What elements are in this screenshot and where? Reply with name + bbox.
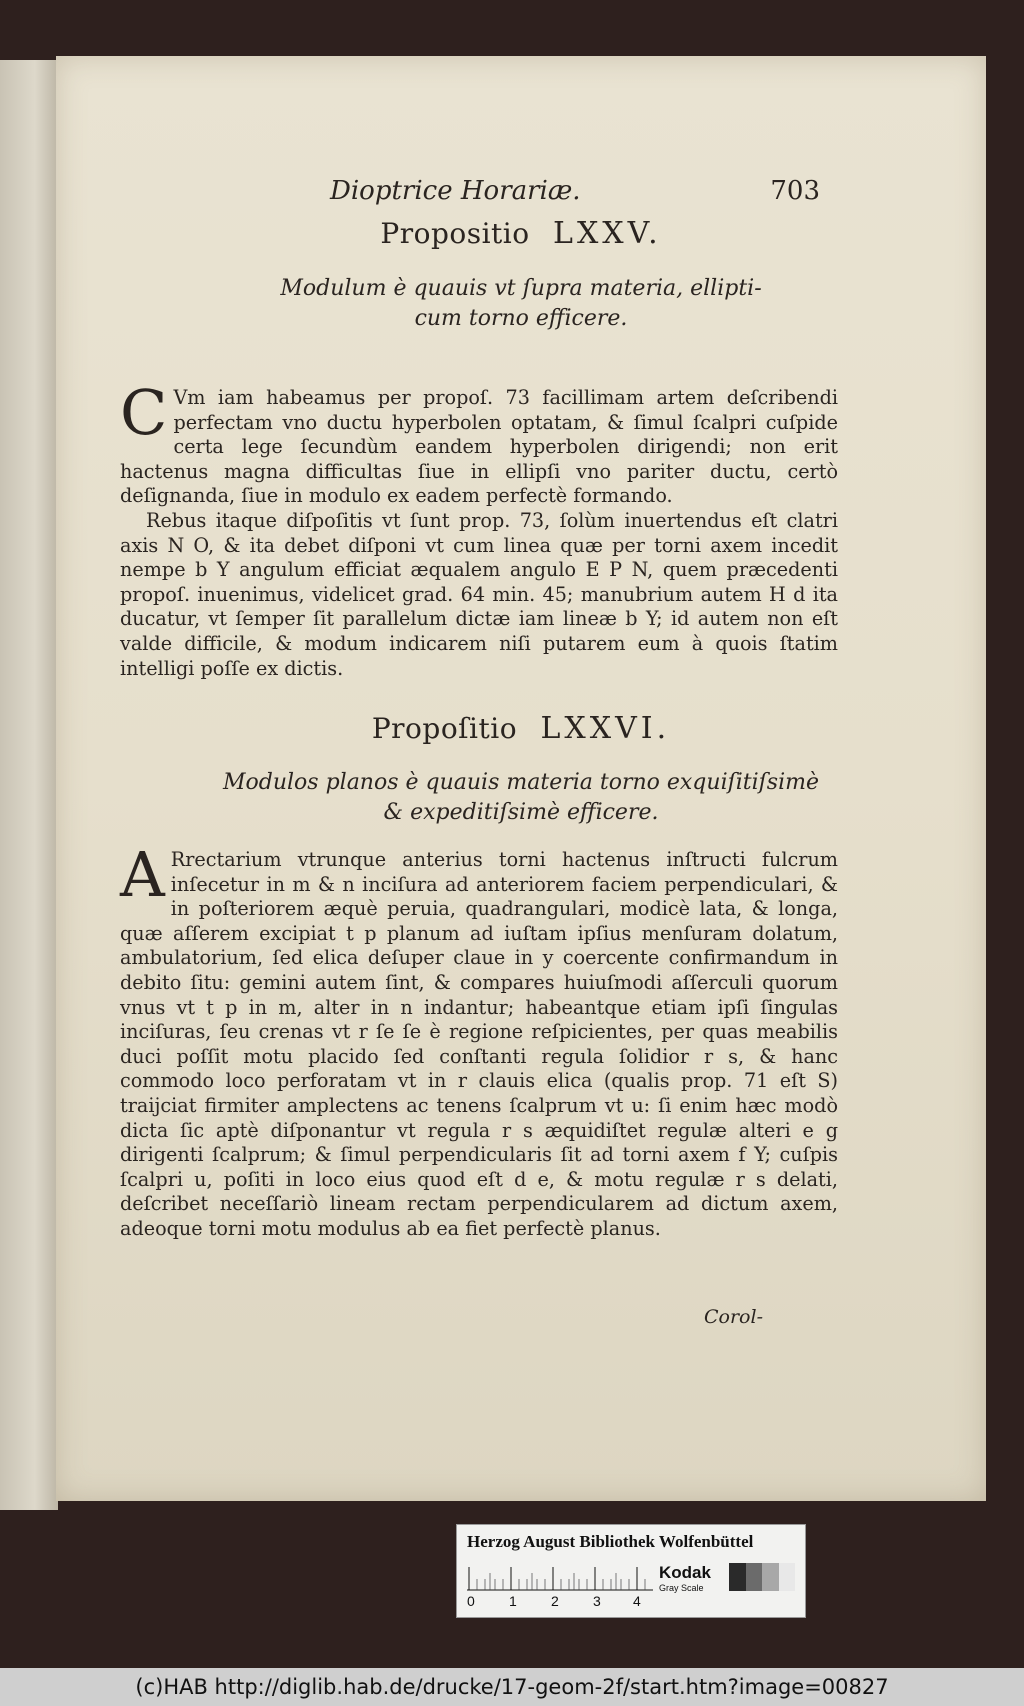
proposition-76-subtitle: [56, 768, 986, 828]
ruler-label: 2: [551, 1593, 559, 1609]
proposition-75-subtitle: [56, 274, 986, 334]
ruler-label: 4: [633, 1593, 641, 1609]
proposition-76-heading: [56, 711, 986, 746]
ruler-label: 0: [467, 1593, 475, 1609]
running-title: Dioptrice Horariæ.: [330, 176, 581, 206]
copyright-footer: (c)HAB http://diglib.hab.de/drucke/17-geom-2f/start.htm?image=00827: [0, 1668, 1024, 1706]
proposition-75-body: [120, 376, 838, 681]
library-name: Herzog August Bibliothek Wolfenbüttel: [467, 1532, 754, 1551]
previous-page-edge: [0, 60, 58, 1510]
running-head: [330, 176, 820, 206]
paragraph: [120, 838, 838, 1242]
paragraph: [120, 376, 838, 509]
paragraph: Rebus itaque diſpoſitis vt ſunt prop. 73, ſolùm inuertendus eſt clatri axis N O, & ita debet diſponi vt cum linea quæ per torni axem incedit nempe b Y angulum efficiat æqualem angulo E P N, quem præcedenti propoſ. inuenimus, videlicet grad. 64 min. 45; manubrium autem H d ita ducatur, vt ſemper ſit parallelum dictæ iam lineæ b Y; id autem non eſt valde difficile, & modum indicarem niſi putarem eum à quois ſtatim intelligi poſſe ex dictis.: [120, 508, 838, 680]
paragraph-text: Vm iam habeamus per propoſ. 73 facillimam artem deſcribendi perfectam vno ductu hyperbolen optatam, & ſimul ſcalpri cuſpide certa lege ſecundùm eandem hyperbolen dirigendi; non erit hactenus magna difficultas ſiue in ellipſi vno pariter ductu, certò deſignanda, ſiue in modulo ex eadem perfectè formando.: [120, 386, 838, 508]
paragraph-text: Rrectarium vtrunque anterius torni hactenus inſtructi fulcrum inſecetur in m & n inciſura ad anteriorem faciem perpendiculari, & in poſteriorem æquè peruia, quadrangulari, modicè lata, & longa, quæ aſſerem excipiat t p planum ad iuſtam ipſius menſuram dolatum, ambulatorium, ſed elica deſuper claue in y coercente confirmandum in debito ſitu: gemini autem ſint, & compares huiuſmodi aſſerculi quorum vnus vt t p in m, alter in n indantur; habeantque etiam ipſi ſingulas inciſuras, ſeu crenas vt r ſe ſe è regione reſpicientes, per quas meabilis duci poſſit motu placido ſed conſtanti regula ſolidior r s, & hanc commodo loco perforatam vt in r clauis elica (qualis prop. 71 eſt S) traijciat firmiter amplectens ac tenens ſcalprum vt u: ſi enim hæc modò dicta ſic aptè diſponantur vt regula r s æquidiſtet regulæ alteri e g dirigenti ſcalprum; & ſimul perpendicularis ſit ad torni axem f Y; cuſpis ſcalpri u, poſiti in loco eius quod eſt d e, & motu regulæ r s delati, deſcribet neceſſariò lineam rectam perpendicularem ad dictum axem, adeoque torni motu modulus ab ea fiet perfectè planus.: [120, 848, 838, 1240]
proposition-75-heading: [56, 216, 986, 251]
drop-cap: C: [120, 376, 168, 449]
drop-cap: A: [120, 838, 165, 911]
ruler-label: 3: [593, 1593, 601, 1609]
subtitle-line: & expeditiſsimè efficere.: [383, 800, 659, 825]
proposition-label: Propositio: [380, 217, 530, 250]
color-calibration-card: [456, 1524, 806, 1618]
kodak-brand: Kodak: [659, 1563, 711, 1582]
proposition-number: LXXVI.: [540, 711, 671, 746]
proposition-76-body: [120, 838, 838, 1242]
gray-scale-label: Gray Scale: [659, 1583, 704, 1593]
book-page: [56, 56, 986, 1501]
ruler-scale: [467, 1565, 653, 1591]
subtitle-line: Modulos planos è quauis materia torno exquiſitiſsimè: [222, 770, 820, 795]
catchword: Corol-: [704, 1306, 763, 1328]
gray-scale-patches: [729, 1563, 795, 1591]
proposition-number: LXXV.: [553, 216, 662, 251]
subtitle-line: Modulum è quauis vt ſupra materia, ellipti-: [280, 276, 762, 301]
proposition-label: Propoſitio: [371, 712, 518, 745]
subtitle-line: cum torno efficere.: [414, 306, 628, 331]
ruler-label: 1: [509, 1593, 517, 1609]
page-number: 703: [770, 176, 820, 206]
